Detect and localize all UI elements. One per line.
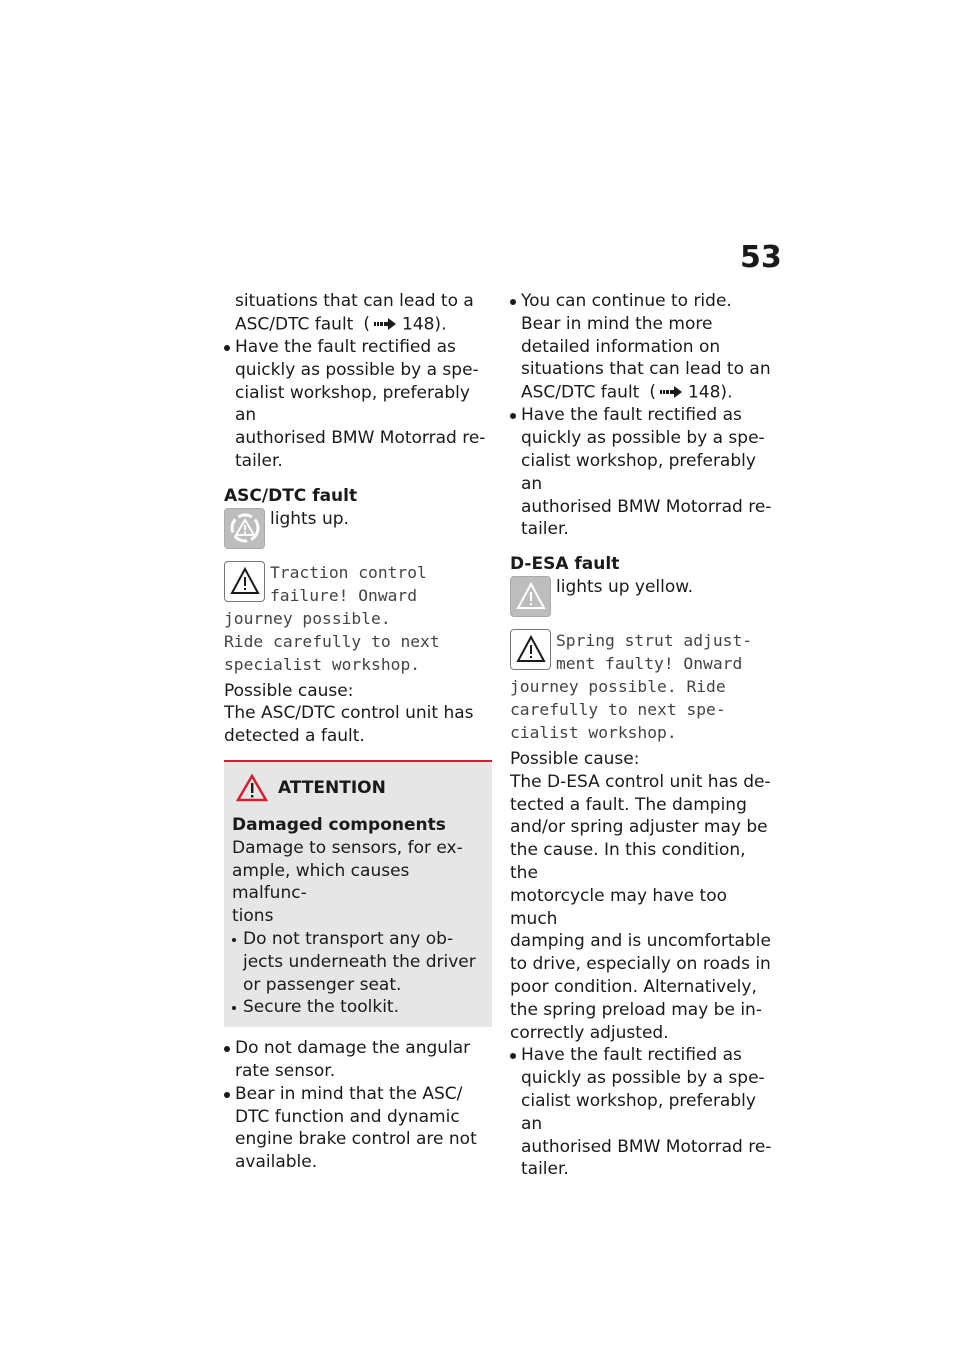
attention-title: ATTENTION xyxy=(278,777,386,798)
list-item: Secure the toolkit. xyxy=(232,996,484,1019)
possible-cause: Possible cause: The ASC/DTC control unit has detected a fault. xyxy=(224,680,474,747)
attention-subtitle: Damaged components xyxy=(232,814,446,835)
list-item: You can continue to ride. Bear in mind the more detailed information on situations that can lead to an ASC/DTC fault ( 148). xyxy=(510,290,778,404)
list-item: Do not damage the angular rate sensor. xyxy=(224,1037,492,1083)
reference-arrow-icon: ( xyxy=(363,313,396,336)
right-column: You can continue to ride. Bear in mind the more detailed information on situations that can lead to an ASC/DTC fault ( 148). Have the fault rectified as quickly as possible by a spe- cialist workshop, preferably an authorised BMW Motorrad re- tailer. D-ESA fault lights up yellow. Spring strut adjust- ment faulty! Onward journey possible. Ride carefully to next spe- cialist workshop. Possible cause: The D-ESA control unit has de- tected a fault. The damping and/or spring adjuster may be the cause. In this condition, the motorcycle may have too much damping and is uncomfortable to drive, especially on roads in poor condition. Alternatively, the spring preload may be in- correctly adjusted. Have the fault rectified as quickly as possible by a spe- cialist workshop, preferably an authorised BMW Motorrad re- tailer. xyxy=(510,290,778,1181)
list-item: Bear in mind that the ASC/ DTC function and dynamic engine brake control are not available. xyxy=(224,1083,492,1174)
warning-triangle-icon xyxy=(510,629,551,670)
list-item: Have the fault rectified as quickly as possible by a spe- cialist workshop, preferably an authorised BMW Motorrad re- tailer. xyxy=(510,404,778,541)
section-heading: D-ESA fault xyxy=(510,554,620,575)
possible-cause: Possible cause: The D-ESA control unit has de- tected a fault. The damping and/or spring adjuster may be the cause. In this condition, the motorcycle may have too much damping and is uncomfortable to drive, especially on roads in poor condition. Alternatively, the spring preload may be in- correctly adjusted. xyxy=(510,748,771,1043)
page-number: 53 xyxy=(740,240,782,275)
continued-text: situations that can lead to a ASC/DTC fault ( 148). xyxy=(235,291,474,335)
attention-callout: ATTENTION Damaged components Damage to sensors, for ex- ample, which causes malfunc- tions Do not transport any ob- jects underneath the driver or passenger seat. Secure the toolkit. xyxy=(224,760,492,1027)
asc-dtc-warning-icon xyxy=(224,508,265,549)
exclamation-triangle-icon xyxy=(236,774,268,802)
list-item: Have the fault rectified as quickly as possible by a spe- cialist workshop, preferably an authorised BMW Motorrad re- tailer. xyxy=(510,1044,778,1181)
list-item: Have the fault rectified as quickly as possible by a spe- cialist workshop, preferably an authorised BMW Motorrad re- tailer. xyxy=(224,336,492,473)
display-message: Traction control failure! Onward xyxy=(270,562,427,605)
list-item: Do not transport any ob- jects underneath the driver or passenger seat. xyxy=(232,928,484,996)
display-message: Spring strut adjust- ment faulty! Onward xyxy=(556,630,753,673)
section-heading: ASC/DTC fault xyxy=(224,485,358,506)
reference-arrow-icon: ( xyxy=(649,381,682,404)
warning-triangle-icon xyxy=(224,561,265,602)
left-column: situations that can lead to a ASC/DTC fault ( 148). Have the fault rectified as quickly as possible by a spe- cialist workshop, preferably an authorised BMW Motorrad re- tailer. ASC/DTC fault lights up. Traction control failure! Onward journey possible. Ride carefully to next specialist workshop. Possible cause: The ASC/DTC control unit has detected a fault. ATTENTION Damaged components Damage to sensors, for ex- ample, which causes malfunc- tions Do not transport any ob- jects underneath the driver or passenger seat. Secure the toolkit. Do not damage the angular rate sensor. Bear in mind that the ASC/ DTC function and dynamic engine brake control are not available. xyxy=(224,290,492,1174)
desa-warning-icon xyxy=(510,576,551,617)
